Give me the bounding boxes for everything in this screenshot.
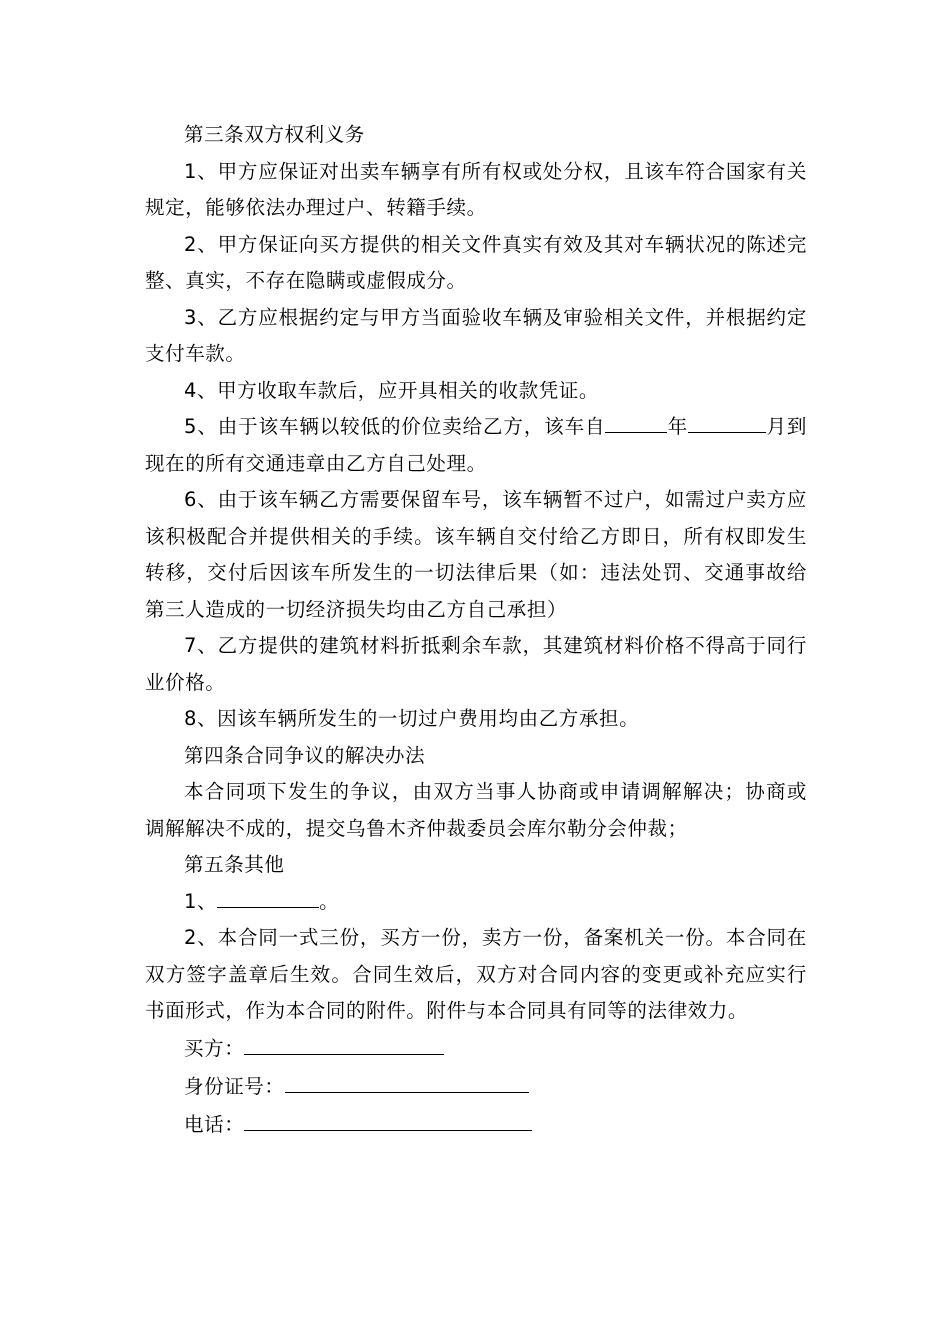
article3-title: 第三条双方权利义务 — [184, 123, 365, 146]
clause-5-text-a: 5、由于该车辆以较低的价位卖给乙方，该车自 — [184, 415, 606, 438]
id-number-label: 身份证号： — [184, 1074, 285, 1098]
clause-5-text-b: 年 — [667, 415, 689, 438]
other-item-1-suffix: 。 — [319, 889, 340, 913]
clause-6: 6、由于该车辆乙方需要保留车号，该车辆暂不过户，如需过户卖方应该积极配合并提供相关的手续。该车辆自交付给乙方即日，所有权即发生转移，交付后因该车所发生的一切法律后果（如：违法处罚、交通事故给第三人造成的一切经济损失均由乙方自己承担） — [145, 488, 807, 621]
clause-3: 3、乙方应根据约定与甲方当面验收车辆及审验相关文件，并根据约定支付车款。 — [145, 305, 807, 365]
clause-7: 7、乙方提供的建筑材料折抵剩余车款，其建筑材料价格不得高于同行业价格。 — [145, 634, 807, 694]
month-blank — [688, 410, 754, 433]
phone-label: 电话： — [184, 1112, 245, 1136]
article4-title: 第四条合同争议的解决办法 — [184, 743, 426, 767]
article5-title: 第五条其他 — [184, 853, 285, 876]
id-number-blank[interactable] — [285, 1070, 529, 1093]
clause-8: 8、因该车辆所发生的一切过户费用均由乙方承担。 — [184, 707, 640, 730]
clause-5-text-c: 月到现在的所有交通违章由乙方自己处理。 — [145, 415, 807, 475]
year-blank — [605, 410, 667, 433]
buyer-label: 买方： — [184, 1036, 245, 1060]
clause-4: 4、甲方收取车款后，应开具相关的收款凭证。 — [184, 378, 600, 402]
buyer-signature-line — [145, 1030, 807, 1068]
clause-1: 1、甲方应保证对出卖车辆享有所有权或处分权，且该车符合国家有关规定，能够依法办理过户、转籍手续。 — [145, 159, 807, 219]
other-item-2: 2、本合同一式三份，买方一份，卖方一份，备案机关一份。本合同在双方签字盖章后生效。合同生效后，双方对合同内容的变更或补充应实行书面形式，作为本合同的附件。附件与本合同具有同等的法律效力。 — [145, 926, 807, 1022]
other-item-1-prefix: 1、 — [184, 889, 218, 913]
month-blank-wrap — [754, 410, 766, 433]
other-item-1-blank — [217, 885, 319, 908]
clause-5 — [145, 409, 807, 482]
phone-line — [145, 1106, 807, 1144]
id-number-line — [145, 1068, 807, 1106]
buyer-blank[interactable] — [244, 1032, 444, 1055]
document-body — [145, 117, 807, 1144]
article4-body: 本合同项下发生的争议，由双方当事人协商或申请调解解决；协商或调解解决不成的，提交乌鲁木齐仲裁委员会库尔勒分会仲裁； — [145, 780, 807, 840]
clause-2: 2、甲方保证向买方提供的相关文件真实有效及其对车辆状况的陈述完整、真实，不存在隐瞒或虚假成分。 — [145, 232, 807, 292]
other-item-1 — [145, 884, 807, 921]
phone-blank[interactable] — [244, 1108, 532, 1131]
